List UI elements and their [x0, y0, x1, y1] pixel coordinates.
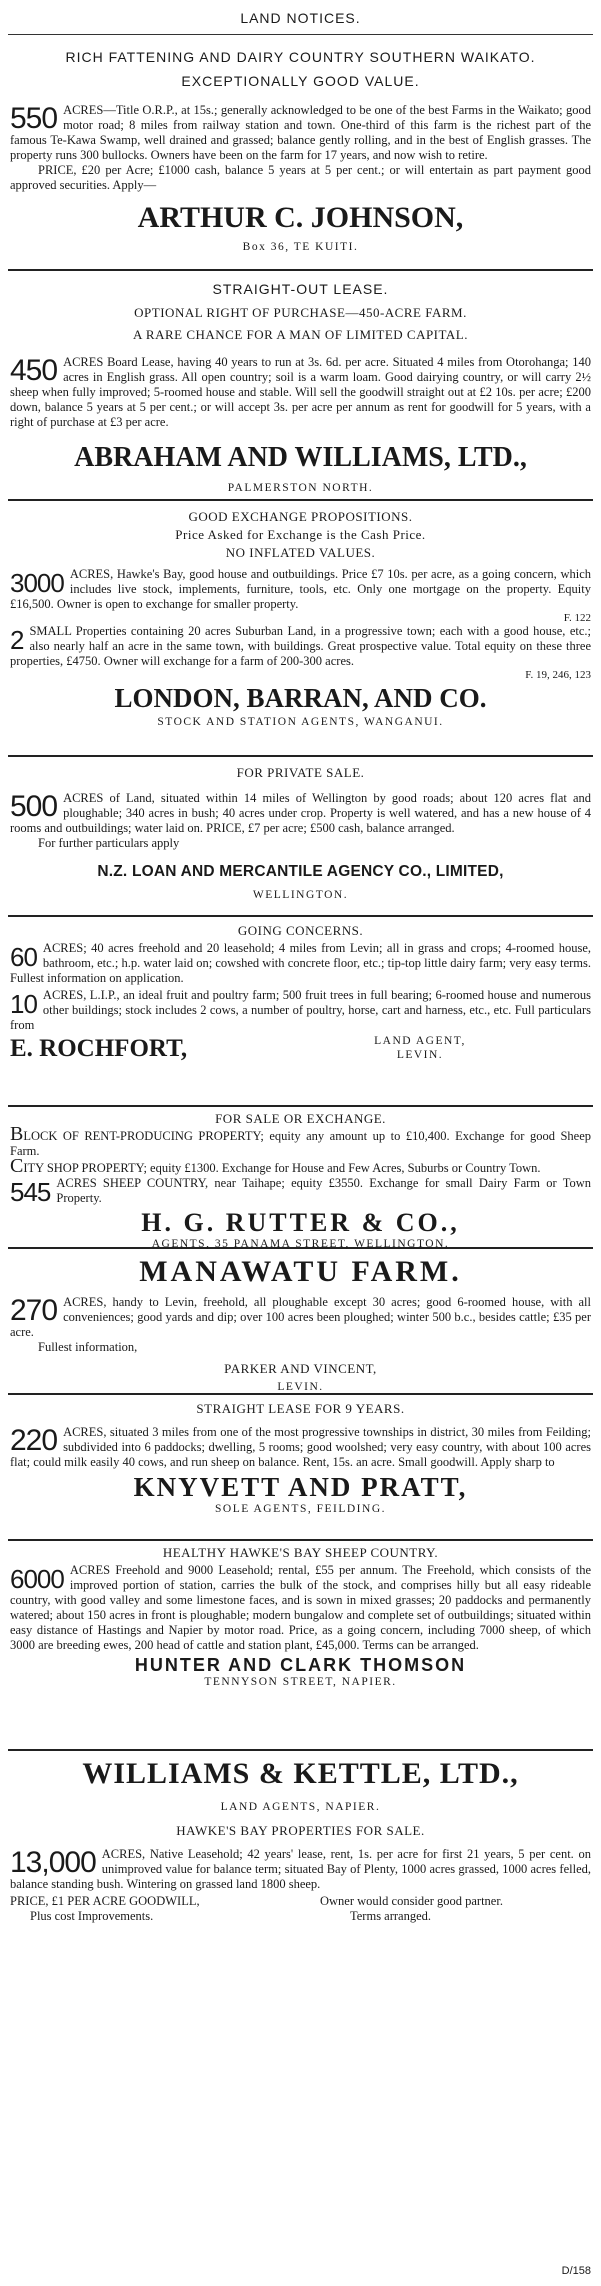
- ad-heading: FOR PRIVATE SALE.: [236, 765, 365, 780]
- ad-manawatu-farm: [0, 1255, 601, 1393]
- acreage-number: 220: [10, 1424, 58, 1457]
- ad-text: ACRES, L.I.P., an ideal fruit and poultry farm; 500 fruit trees in full bearing; 6-roomed house and numerous other buildings; stock includes 2 cows, a number of poultry, horse, cart and harness, etc., etc. Full particulars from: [10, 988, 591, 1032]
- agent-name: ABRAHAM AND WILLIAMS, LTD.,: [74, 442, 527, 473]
- reference-number: F. 122: [563, 612, 591, 624]
- ad-body: [10, 1295, 591, 1340]
- ad-text: ACRES, handy to Levin, freehold, all ploughable except 30 acres; good 6-roomed house, with all conveniences; good yards and dip; over 100 acres been ploughed; winter 500 b.c., besides cattle; £35 per acre.: [10, 1295, 591, 1339]
- agent-name: N.Z. LOAN AND MERCANTILE AGENCY CO., LIMITED,: [97, 863, 504, 880]
- ad-subheading: EXCEPTIONALLY GOOD VALUE.: [181, 73, 420, 89]
- ad-heading: STRAIGHT-OUT LEASE.: [212, 281, 389, 297]
- ad-rule: [8, 269, 593, 271]
- ad-text: ACRES of Land, situated within 14 miles of Wellington by good roads; about 120 acres flat and ploughable; 340 acres in bush; 40 acres under crop. Property is well watered, and has a new house of 4 rooms and outbuildings; water laid on. PRICE, £7 per acre; £500 cash, balance arranged.: [10, 791, 591, 835]
- ad-body: [10, 988, 591, 1033]
- ad-body: [10, 567, 591, 612]
- ad-rule: [8, 1749, 593, 1751]
- acreage-number: 550: [10, 102, 58, 135]
- agent-address: SOLE AGENTS, FEILDING.: [215, 1503, 386, 1515]
- owner-line: Terms arranged.: [350, 1909, 432, 1923]
- ad-heading: HAWKE'S BAY PROPERTIES FOR SALE.: [176, 1823, 425, 1838]
- ad-subheading: NO INFLATED VALUES.: [225, 545, 376, 560]
- ad-body: [10, 791, 591, 836]
- ad-rule: [8, 1393, 593, 1395]
- agent-town: LEVIN.: [396, 1049, 444, 1061]
- acreage-number: 500: [10, 790, 58, 823]
- agent-address: WELLINGTON.: [252, 889, 349, 901]
- ad-further: For further particulars apply: [38, 836, 180, 850]
- agent-address: AGENTS, 35 PANAMA STREET, WELLINGTON.: [151, 1238, 450, 1250]
- agent-name: ARTHUR C. JOHNSON,: [137, 201, 464, 234]
- ad-text: ACRES, situated 3 miles from one of the most progressive townships in district, 30 miles from Feilding; subdivided into 6 paddocks; dwelling, 5 rooms; good woolshed; very easy country, with about 100 acres flat; could milk easily 40 cows, and run sheep on balance. Rent, 15s. an acre. Small goodwill. Apply sharp to: [10, 1425, 591, 1469]
- ad-text: SMALL Properties containing 20 acres Suburban Land, in a progressive town; each with a good house, etc.; also nearly half an acre in the same town, with buildings. Great prospective value. Total equity on these three properties, £4750. Owner will exchange for a farm of 200-300 acres.: [10, 624, 591, 668]
- ad-knyvett-pratt: [0, 1401, 601, 1539]
- ad-rutter: [0, 1111, 601, 1250]
- ad-body: [10, 1155, 591, 1177]
- ad-heading: STRAIGHT LEASE FOR 9 YEARS.: [196, 1401, 405, 1416]
- ad-text: ACRES, Hawke's Bay, good house and outbuildings. Price £7 10s. per acre, as a going concern, which includes live stock, implements, furniture, tools, etc. Only one mortgage on the property. Equity £16,500. Owner is open to exchange for smaller property.: [10, 567, 591, 611]
- ad-arthur-johnson: [0, 49, 601, 269]
- ad-hunter-clark-thomson: [0, 1545, 601, 1749]
- ad-text: LOCK OF RENT-PRODUCING PROPERTY; equity any amount up to £10,400. Exchange for good Sheep Farm.: [10, 1129, 591, 1158]
- acreage-number: 10: [10, 989, 37, 1019]
- acreage-number: 6000: [10, 1564, 64, 1594]
- agent-name: LONDON, BARRAN, AND CO.: [114, 683, 487, 713]
- ad-body: [10, 103, 591, 163]
- ad-nz-loan: [0, 765, 601, 915]
- agent-name: H. G. RUTTER & CO.,: [141, 1208, 460, 1237]
- acreage-number: 3000: [10, 568, 64, 598]
- ad-rule: [8, 755, 593, 757]
- ad-subheading: Price Asked for Exchange is the Cash Price.: [175, 527, 426, 542]
- ad-text: ACRES—Title O.R.P., at 15s.; generally acknowledged to be one of the best Farms in the Waikato; good motor road; 8 miles from railway station and town. One-third of this farm is the richest part of the famous Te-Kawa Swamp, well drained and grassed; balance gently rolling, and in the best of English grasses. The property runs 300 bullocks. Owners have been on the farm for 17 years, and now wish to retire.: [10, 103, 591, 162]
- drop-cap: B: [10, 1123, 24, 1145]
- ad-heading: RICH FATTENING AND DAIRY COUNTRY SOUTHERN WAIKATO.: [65, 49, 536, 65]
- ad-heading: FOR SALE OR EXCHANGE.: [215, 1111, 386, 1126]
- acreage-number: 60: [10, 942, 37, 972]
- page-reference: D/158: [561, 2265, 591, 2277]
- ad-body: [10, 1123, 591, 1159]
- acreage-number: 545: [10, 1177, 51, 1207]
- ad-text: ITY SHOP PROPERTY; equity £1300. Exchange for House and Few Acres, Suburbs or Country Town.: [23, 1161, 541, 1175]
- ad-body: [10, 1176, 591, 1206]
- ad-text: ACRES Board Lease, having 40 years to run at 3s. 6d. per acre. Situated 4 miles from Otorohanga; 140 acres in English grass. All open country; soil is a warm loam. Good dairying country, or will carry 2½ sheep when fully improved; 5-roomed house and stable. Will sell the goodwill straight out at £2 10s. per acre; £200 down, balance 5 years at 5 per cent.; or will accept 3s. per acre per annum as rent for goodwill for 5 years, with a right of purchase at £3 per acre.: [10, 355, 591, 429]
- price-line: PRICE, £1 PER ACRE GOODWILL,: [10, 1894, 200, 1908]
- agent-name: HUNTER AND CLARK THOMSON: [134, 1655, 467, 1675]
- ad-body: [10, 624, 591, 669]
- ad-williams-kettle: [0, 1757, 601, 1967]
- ad-text: ACRES Freehold and 9000 Leasehold; rental, £55 per annum. The Freehold, which consists of the improved portion of station, carries the bulk of the stock, and comprises hilly but all easy rideable country, with good valley and some limestone faces, and is sown in mixed grasses; 20 paddocks and permanently watered; about 150 acres in front is ploughable; modern bungalow and complete set of outbuildings; situated within easy distance of Hastings and Napier by motor road. Price, as a going concern, including 7000 sheep, of which 3000 are breeding ewes, 200 head of cattle and station plant, £45,000. Terms can be arranged.: [10, 1563, 591, 1652]
- ad-rule: [8, 1105, 593, 1107]
- acreage-number: 13,000: [10, 1846, 96, 1879]
- owner-line: Owner would consider good partner.: [320, 1894, 503, 1908]
- ad-body: [10, 1425, 591, 1470]
- drop-cap: C: [10, 1155, 24, 1177]
- agent-address: STOCK AND STATION AGENTS, WANGANUI.: [157, 716, 444, 728]
- header-rule: [8, 34, 593, 35]
- ad-heading: MANAWATU FARM.: [139, 1255, 462, 1288]
- ad-rule: [8, 1539, 593, 1541]
- section-header: LAND NOTICES.: [240, 10, 361, 26]
- ad-text: ACRES SHEEP COUNTRY, near Taihape; equity £3550. Exchange for small Dairy Farm or Town Property.: [56, 1176, 591, 1205]
- acreage-number: 2: [10, 625, 24, 655]
- ad-text: ACRES, Native Leasehold; 42 years' lease, rent, 1s. per acre for first 21 years, 5 per cent. on unimproved value for balance term; situated Bay of Plenty, 1000 acres grassed, 1000 acres felled, balance standing bush. Wintering on grassed land 1800 sheep.: [10, 1847, 591, 1891]
- acreage-number: 450: [10, 354, 58, 387]
- ad-heading: GOING CONCERNS.: [237, 923, 364, 938]
- ad-heading: GOOD EXCHANGE PROPOSITIONS.: [188, 509, 413, 524]
- ad-subheading: OPTIONAL RIGHT OF PURCHASE—450-ACRE FARM.: [134, 305, 467, 320]
- ad-body: [10, 941, 591, 986]
- agent-address: PALMERSTON NORTH.: [227, 482, 374, 494]
- ad-abraham-williams: [0, 281, 601, 499]
- ad-body: [10, 1563, 591, 1653]
- agent-address: TENNYSON STREET, NAPIER.: [204, 1676, 397, 1688]
- price-line: Plus cost Improvements.: [30, 1909, 154, 1923]
- ad-further: Fullest information,: [38, 1340, 138, 1354]
- ad-rule: [8, 499, 593, 501]
- ad-heading: HEALTHY HAWKE'S BAY SHEEP COUNTRY.: [162, 1545, 439, 1560]
- ad-subheading: A RARE CHANCE FOR A MAN OF LIMITED CAPITAL.: [132, 327, 468, 342]
- agent-name: WILLIAMS & KETTLE, LTD.,: [82, 1757, 519, 1790]
- reference-number: F. 19, 246, 123: [525, 669, 591, 681]
- ad-body: [10, 1847, 591, 1892]
- agent-address: Box 36, TE KUITI.: [242, 241, 359, 253]
- ad-london-barran: [0, 509, 601, 755]
- agent-name: KNYVETT AND PRATT,: [133, 1472, 468, 1502]
- ad-price: PRICE, £20 per Acre; £1000 cash, balance 5 years at 5 per cent.; or will entertain as part payment good approved securities. Apply—: [10, 163, 591, 192]
- agent-name: E. ROCHFORT,: [10, 1035, 188, 1062]
- agent-address: LEVIN.: [277, 1381, 324, 1393]
- price-block: [10, 1894, 591, 1926]
- ad-rochfort: [0, 923, 601, 1105]
- ad-text: ACRES; 40 acres freehold and 20 leasehold; 4 miles from Levin; all in grass and crops; 4-roomed house, bathroom, etc.; h.p. water laid on; cowshed with concrete floor, etc.; tip-top little dairy farm; very easy terms. Fullest information on application.: [10, 941, 591, 985]
- agent-name: PARKER AND VINCENT,: [224, 1361, 377, 1376]
- agent-title: LAND AGENT,: [374, 1035, 466, 1047]
- agent-block: [10, 1035, 591, 1075]
- acreage-number: 270: [10, 1294, 58, 1327]
- agent-address: LAND AGENTS, NAPIER.: [220, 1801, 381, 1813]
- ad-body: [10, 355, 591, 430]
- ad-rule: [8, 915, 593, 917]
